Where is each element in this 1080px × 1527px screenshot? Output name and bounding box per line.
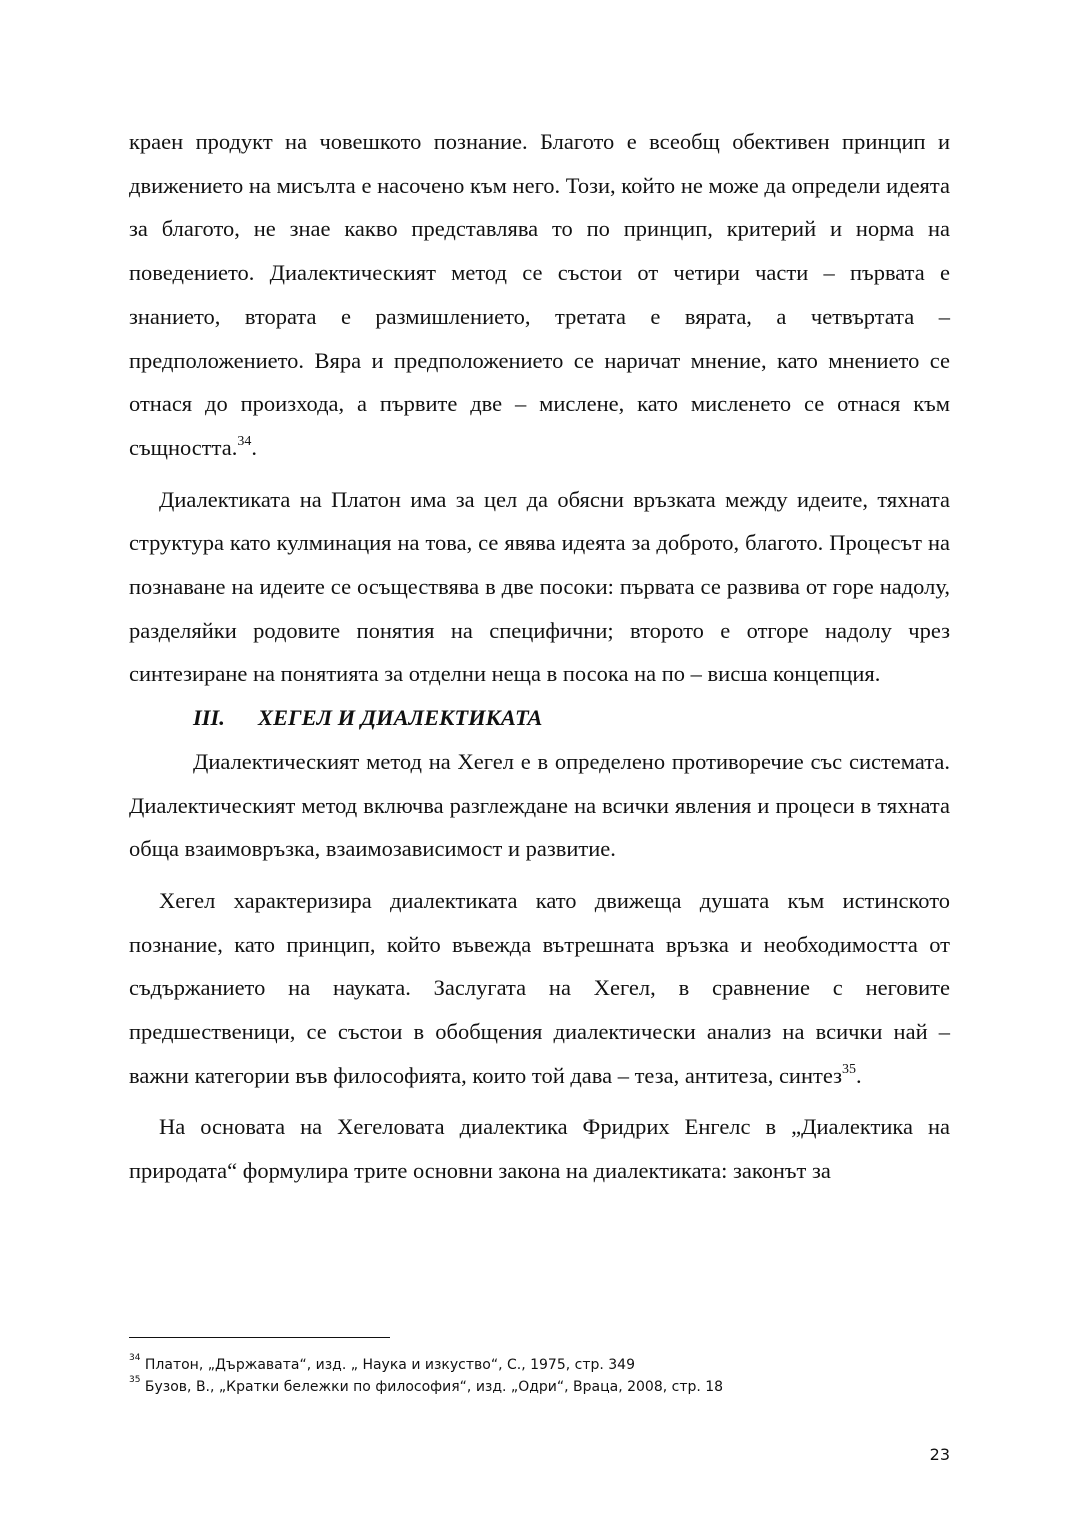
footnote-ref-34[interactable]: 34 xyxy=(237,434,252,450)
paragraph-5: На основата на Хегеловата диалектика Фридрих Енгелс в „Диалектика на природата“ формулира трите основни закона на диалектиката: законът за xyxy=(129,1114,950,1184)
footnote-34: $^{34}$ Платон, „Държавата“, изд. „ Наука и изкуство“, С., 1975, стр. 349 xyxy=(129,1353,635,1373)
page-number: 23 xyxy=(929,1445,950,1464)
section-number: III. xyxy=(193,705,225,731)
footnotes xyxy=(129,1354,723,1398)
footnote-separator xyxy=(129,1337,390,1338)
paragraph-1: краен продукт на човешкото познание. Благото е всеобщ обективен принцип и движението на мисълта е насочено към него. Този, който не може да определи идеята за благото, не знае какво представлява то по принцип, критерий и норма на поведението. Диалектическият метод се състои от четири части – първата е знанието, втората е размишлението, третата е вярата, а четвъртата – предположението. Вяра и предположението се наричат мнение, като мнението се отнася до произхода, а първите две – мислене, като мисленето се отнася към същността.$^{34}$. xyxy=(129,129,950,460)
page-body xyxy=(129,120,950,1193)
footnote-ref-35[interactable]: 35 xyxy=(842,1062,856,1078)
paragraph-3: Диалектическият метод на Хегел е в определено противоречие със системата. Диалектическият метод включва разглеждане на всички явления и процеси в тяхната обща взаимовръзка, взаимозависимост и развитие. xyxy=(129,748,950,862)
paragraph-4: Хегел характеризира диалектиката като движеща душата към истинското познание, като принцип, който въвежда вътрешната връзка и необходимостта от съдържанието на науката. Заслугата на Хегел, в сравнение с неговите предшественици, се състои в обобщения диалектически анализ на всички най – важни категории във философията, които той дава – теза, антитеза, синтез$^{35}$. xyxy=(129,887,950,1088)
footnote-35: $^{35}$ Бузов, В., „Кратки бележки по философия“, изд. „Одри“, Враца, 2008, стр. 18 xyxy=(129,1375,724,1395)
section-heading xyxy=(129,696,950,740)
section-title: ХЕГЕЛ И ДИАЛЕКТИКАТА xyxy=(258,705,543,731)
paragraph-2: Диалектиката на Платон има за цел да обясни връзката между идеите, тяхната структура като кулминация на това, се явява идеята за доброто, благото. Процесът на познаване на идеите се осъществява в две посоки: първата се развива от горе надолу, разделяйки родовите понятия на специфични; второто е отгоре надолу чрез синтезиране на понятията за отделни неща в посока на по – висша концепция. xyxy=(129,486,950,687)
